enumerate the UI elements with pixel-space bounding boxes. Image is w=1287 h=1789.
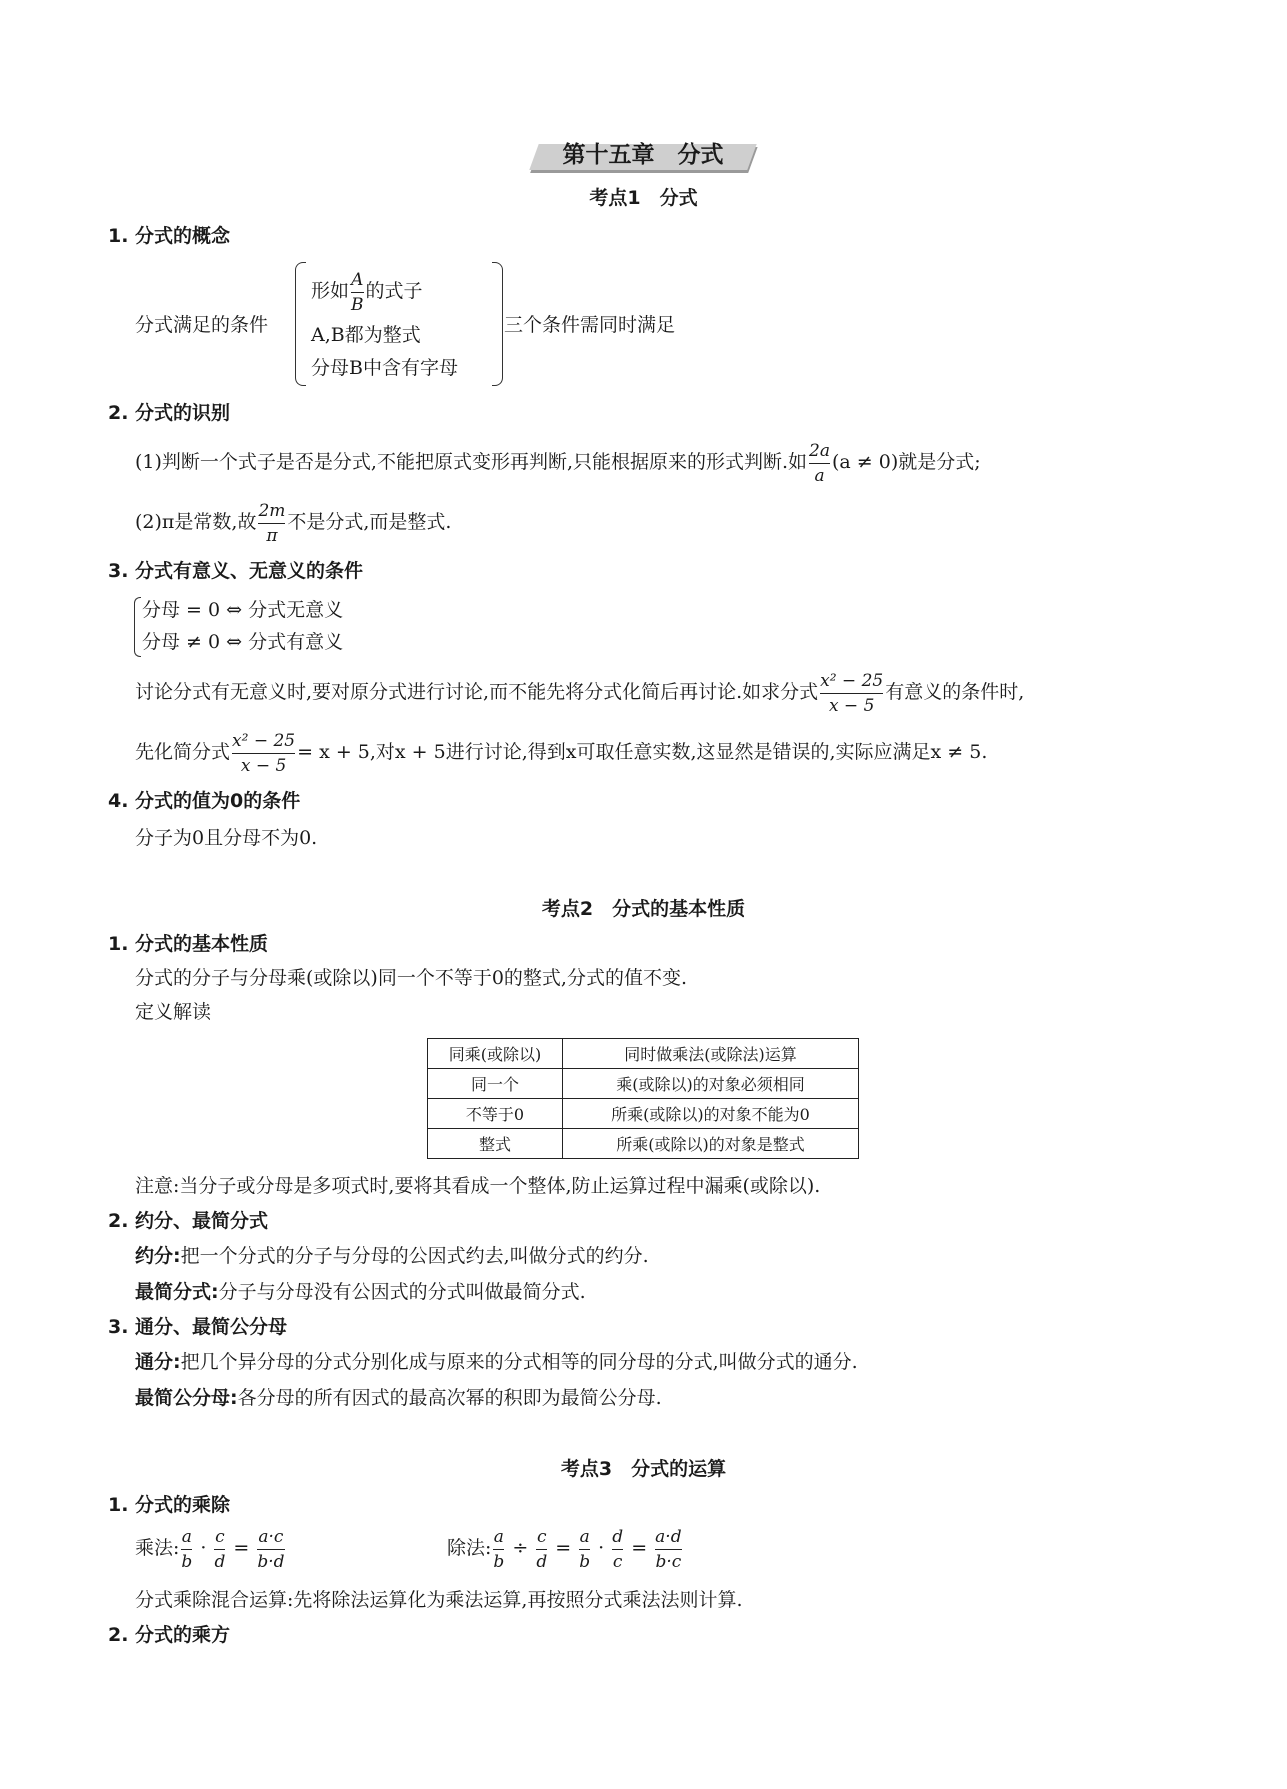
section-title-k2: 考点2 分式的基本性质 [541, 898, 746, 920]
chapter-title: 第十五章 分式 [534, 138, 752, 172]
left-brace [295, 262, 306, 386]
table-row: 同一个 乘(或除以)的对象必须相同 [428, 1069, 859, 1099]
heading: 2. 约分、最简分式 [108, 1210, 269, 1232]
heading: 2. 分式的乘方 [108, 1624, 231, 1646]
division-rule: 除法: $\frac{a}{b}$ ÷ $\frac{c}{d}$ = $\frac{a}{b}$ · $\frac{d}{c}$ = $\frac{a\cdot d}{b\cdot c}$ [447, 1526, 682, 1572]
paragraph: 约分:把一个分式的分子与分母的公因式约去,叫做分式的约分. [135, 1245, 649, 1267]
section-title-k3: 考点3 分式的运算 [560, 1458, 727, 1480]
paragraph: 先化简分式 $\frac{\text{x² − 25}}{x - 5}$ = x + 5,对x + 5进行讨论,得到x可取任意实数,这显然是错误的,实际应满足x ≠ 5. [135, 730, 988, 776]
table-row: 不等于0 所乘(或除以)的对象不能为0 [428, 1099, 859, 1129]
rule-2: 分母 ≠ 0 ⇔ 分式有意义 [142, 631, 344, 653]
paragraph: 通分:把几个异分母的分式分别化成与原来的分式相等的同分母的分式,叫做分式的通分. [135, 1351, 858, 1373]
paragraph: 讨论分式有无意义时,要对原分式进行讨论,而不能先将分式化简后再讨论.如求分式 $\frac{\text{x² − 25}}{x - 5}$ 有意义的条件时, [135, 670, 1025, 716]
paragraph: 最简公分母:各分母的所有因式的最高次幂的积即为最简公分母. [135, 1387, 662, 1409]
multiplication-rule: 乘法: $\frac{a}{b}$ · $\frac{c}{d}$ = $\frac{a\cdot c}{b\cdot d}$ [135, 1526, 285, 1572]
paragraph: 分式的分子与分母乘(或除以)同一个不等于0的整式,分式的值不变. [135, 967, 687, 989]
condition-lead: 分式满足的条件 [135, 314, 269, 336]
paragraph: 最简分式:分子与分母没有公因式的分式叫做最简分式. [135, 1281, 586, 1303]
condition-1: 形如 $\frac{A}{B}$ 的式子 [311, 269, 423, 315]
condition-2: A,B都为整式 [311, 324, 421, 346]
condition-tail: 三个条件需同时满足 [504, 314, 676, 336]
heading: 1. 分式的基本性质 [108, 933, 269, 955]
paragraph: 定义解读 [135, 1001, 212, 1023]
heading: 1. 分式的概念 [108, 225, 231, 247]
condition-3: 分母B中含有字母 [311, 357, 458, 379]
heading: 1. 分式的乘除 [108, 1494, 231, 1516]
paragraph: (1)判断一个式子是否是分式,不能把原式变形再判断,只能根据原来的形式判断.如 $\frac{2a}{a}$ (a ≠ 0)就是分式; [135, 440, 981, 486]
heading: 3. 分式有意义、无意义的条件 [108, 560, 364, 582]
rule-1: 分母 = 0 ⇔ 分式无意义 [142, 599, 344, 621]
right-brace [492, 262, 503, 386]
left-brace [134, 597, 141, 657]
definition-table [427, 1038, 859, 1159]
paragraph: 分子为0且分母不为0. [135, 827, 318, 849]
heading: 4. 分式的值为0的条件 [108, 790, 301, 812]
paragraph: (2)π是常数,故 $\frac{2m}{\pi}$ 不是分式,而是整式. [135, 500, 452, 546]
paragraph: 分式乘除混合运算:先将除法运算化为乘法运算,再按照分式乘法法则计算. [135, 1589, 743, 1611]
heading: 2. 分式的识别 [108, 402, 231, 424]
note: 注意:当分子或分母是多项式时,要将其看成一个整体,防止运算过程中漏乘(或除以). [135, 1175, 821, 1197]
heading: 3. 通分、最简公分母 [108, 1316, 288, 1338]
section-title-k1: 考点1 分式 [589, 187, 698, 209]
table-row: 同乘(或除以) 同时做乘法(或除法)运算 [428, 1039, 859, 1069]
table-row: 整式 所乘(或除以)的对象是整式 [428, 1129, 859, 1159]
